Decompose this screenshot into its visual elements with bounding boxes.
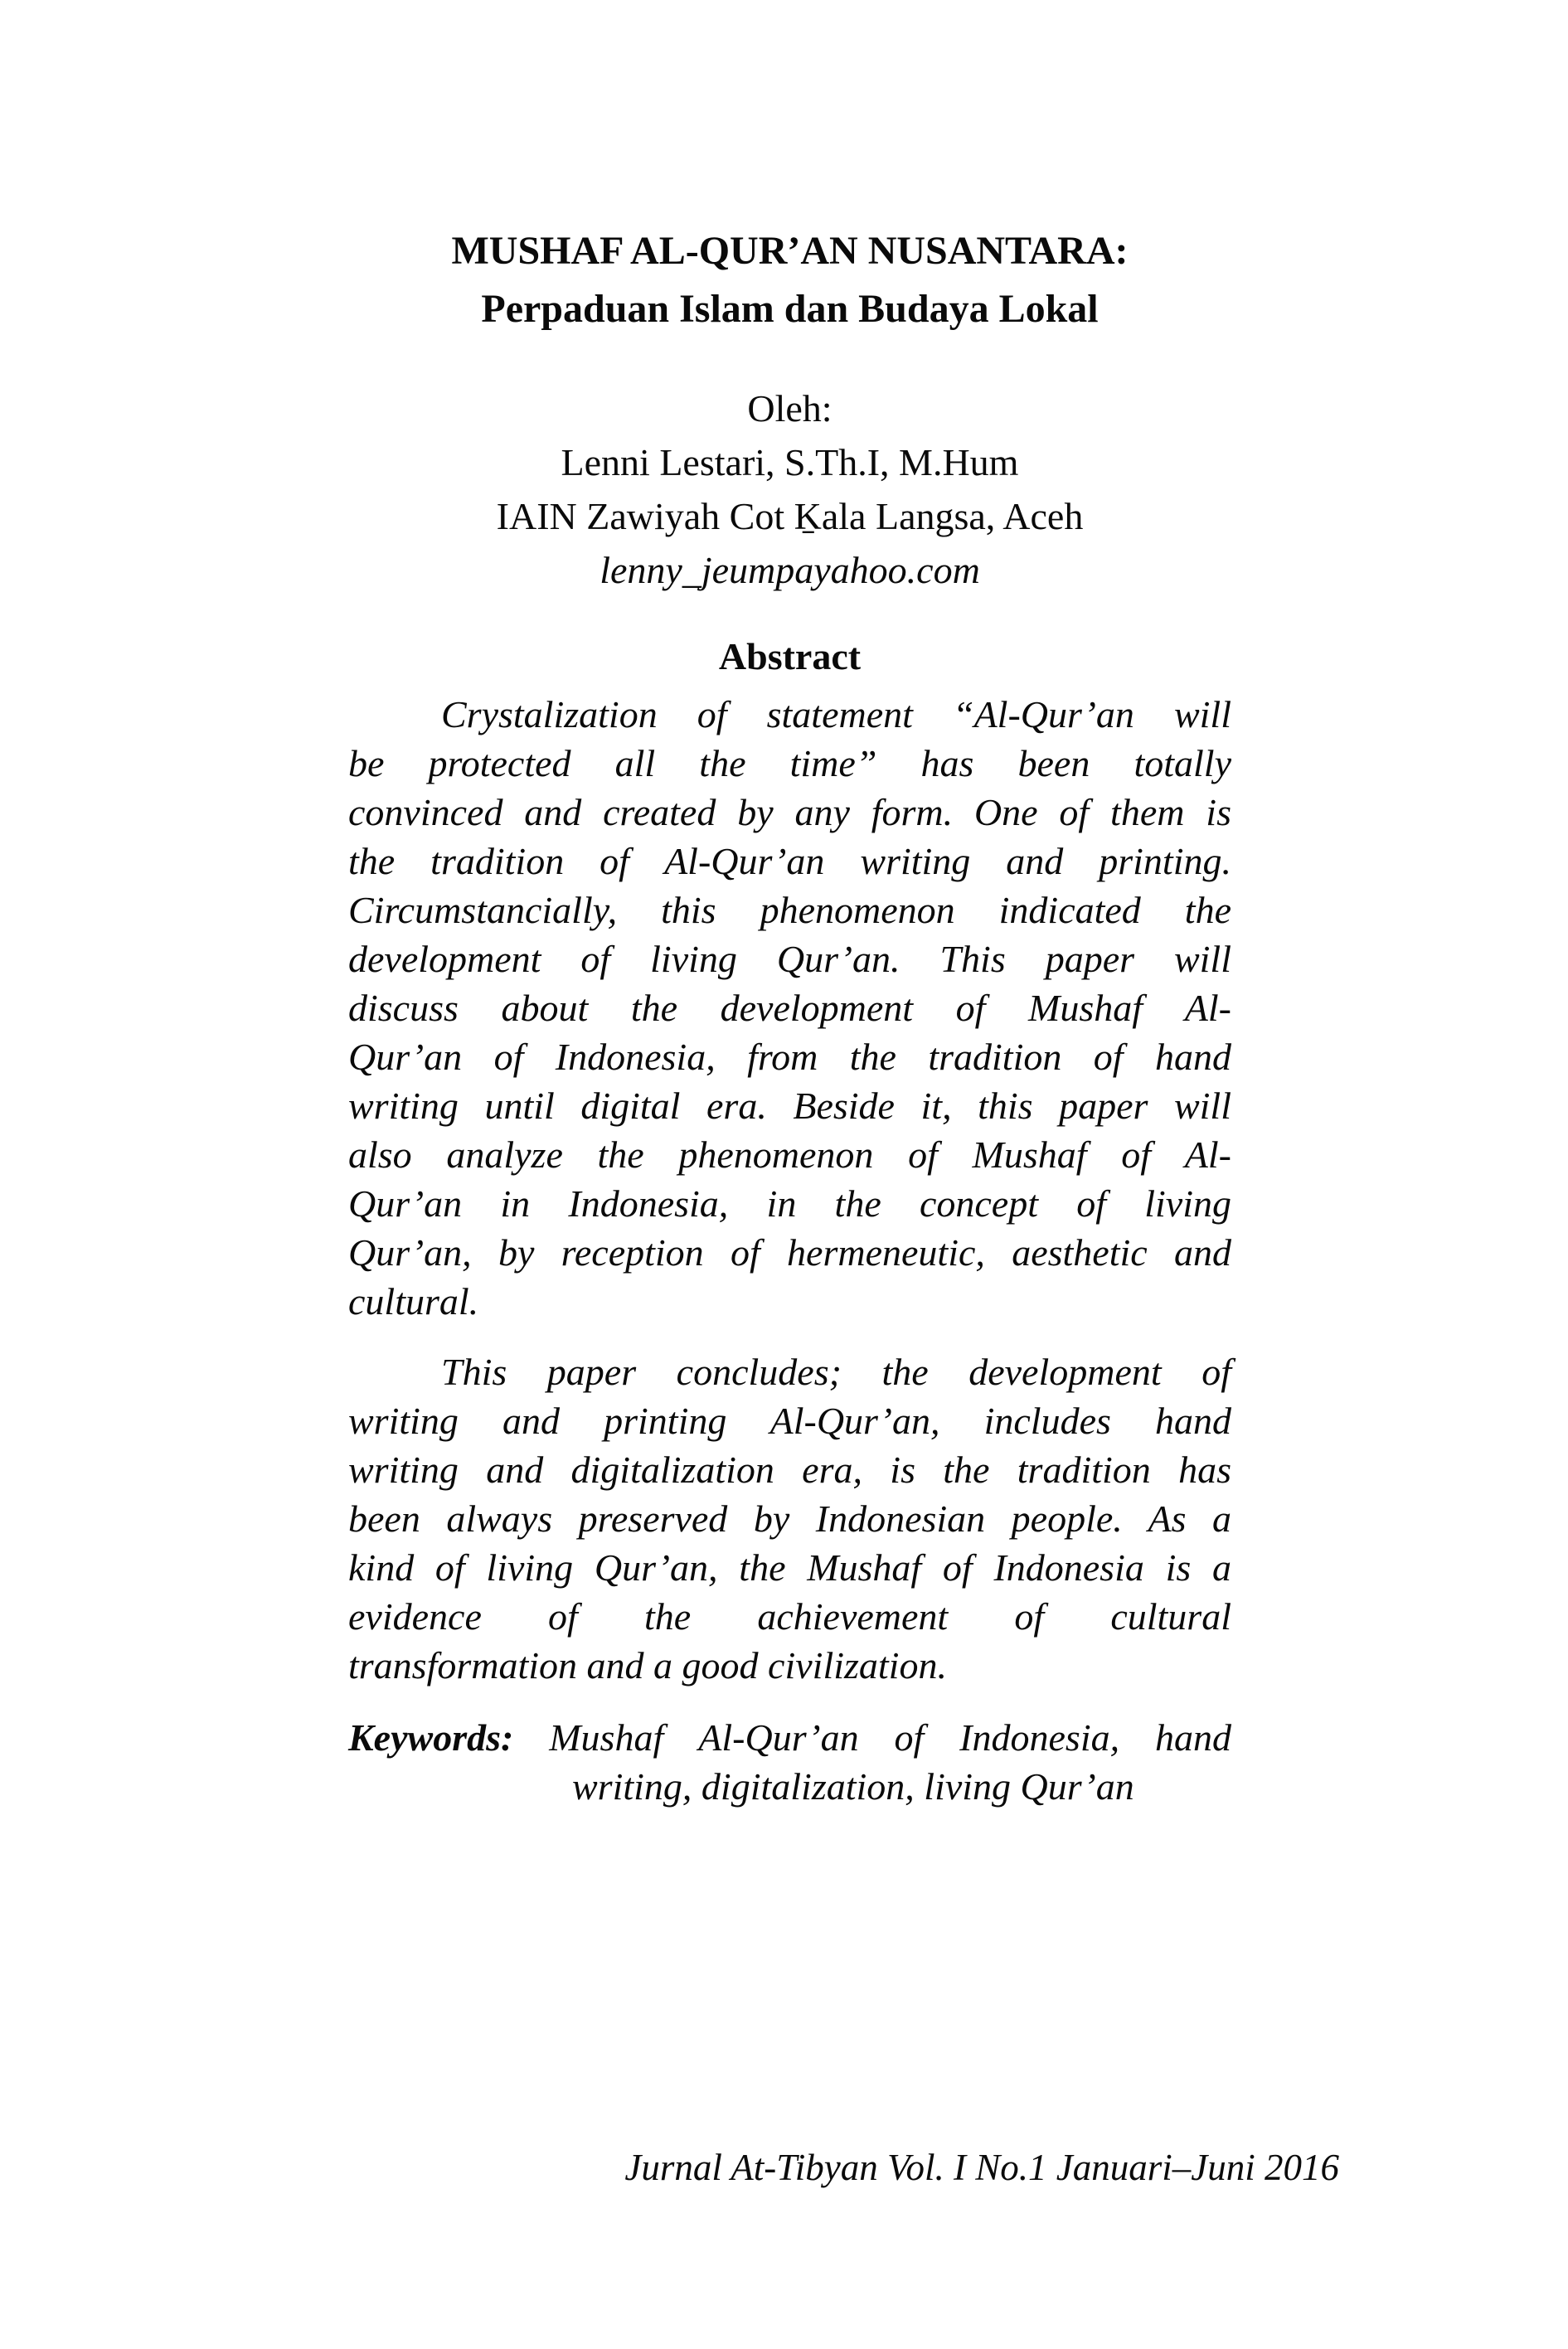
paragraph-line: also analyze the phenomenon of Mushaf of Al- bbox=[348, 1133, 1231, 1176]
paragraph-line: be protected all the time” has been totally bbox=[348, 742, 1231, 784]
journal-footer: Jurnal At-Tibyan Vol. I No.1 Januari–Juni 2016 bbox=[624, 2147, 1339, 2188]
page-content-column bbox=[348, 0, 1231, 1811]
paragraph-line: discuss about the development of Mushaf Al- bbox=[348, 987, 1231, 1029]
abstract-paragraph-2 bbox=[348, 1347, 1231, 1690]
paragraph-line: Qur’an, by reception of hermeneutic, aesthetic and bbox=[348, 1231, 1231, 1274]
paragraph-line: cultural. bbox=[348, 1280, 479, 1323]
paragraph-line: development of living Qur’an. This paper will bbox=[348, 938, 1231, 980]
paragraph-line: transformation and a good civilization. bbox=[348, 1644, 947, 1687]
paragraph-line: writing and printing Al-Qur’an, includes hand bbox=[348, 1400, 1231, 1442]
paragraph-line: convinced and created by any form. One of them is bbox=[348, 791, 1231, 833]
article-title-line1: MUSHAF AL-QUR’AN NUSANTARA: bbox=[451, 229, 1129, 273]
keywords-block bbox=[348, 1713, 1231, 1811]
abstract-body bbox=[348, 690, 1231, 1690]
author-email: lenny_jeumpayahoo.com bbox=[600, 549, 980, 591]
paragraph-line: writing and digitalization era, is the tradition has bbox=[348, 1449, 1231, 1491]
keywords-text: Mushaf Al-Qur’an of Indonesia, hand bbox=[549, 1716, 1231, 1759]
keywords-line-1 bbox=[348, 1713, 1231, 1762]
paragraph-line: Crystalization of statement “Al-Qur’an will bbox=[441, 693, 1231, 735]
author-affiliation: IAIN Zawiyah Cot Ḵala Langsa, Aceh bbox=[496, 495, 1084, 537]
byline-block bbox=[348, 381, 1231, 597]
paragraph-line: writing until digital era. Beside it, this paper will bbox=[348, 1085, 1231, 1127]
paragraph-line: evidence of the achievement of cultural bbox=[348, 1595, 1231, 1638]
paragraph-line: Qur’an in Indonesia, in the concept of living bbox=[348, 1182, 1231, 1225]
article-title bbox=[348, 222, 1231, 338]
keywords-line-2: writing, digitalization, living Qur’an bbox=[572, 1765, 1134, 1808]
paragraph-line: Qur’an of Indonesia, from the tradition of hand bbox=[348, 1036, 1231, 1078]
abstract-paragraph-1 bbox=[348, 690, 1231, 1326]
article-title-line2: Perpaduan Islam dan Budaya Lokal bbox=[481, 287, 1099, 331]
keywords-label: Keywords: bbox=[348, 1716, 514, 1759]
paragraph-line: been always preserved by Indonesian people. As a bbox=[348, 1497, 1231, 1540]
paragraph-line: kind of living Qur’an, the Mushaf of Indonesia is a bbox=[348, 1546, 1231, 1589]
paragraph-line: the tradition of Al-Qur’an writing and printing. bbox=[348, 840, 1231, 882]
paragraph-line: Circumstancially, this phenomenon indicated the bbox=[348, 889, 1231, 931]
abstract-heading: Abstract bbox=[718, 635, 862, 677]
paragraph-line: This paper concludes; the development of bbox=[441, 1351, 1231, 1393]
byline-label: Oleh: bbox=[747, 387, 833, 430]
author-name: Lenni Lestari, S.Th.I, M.Hum bbox=[561, 441, 1019, 483]
